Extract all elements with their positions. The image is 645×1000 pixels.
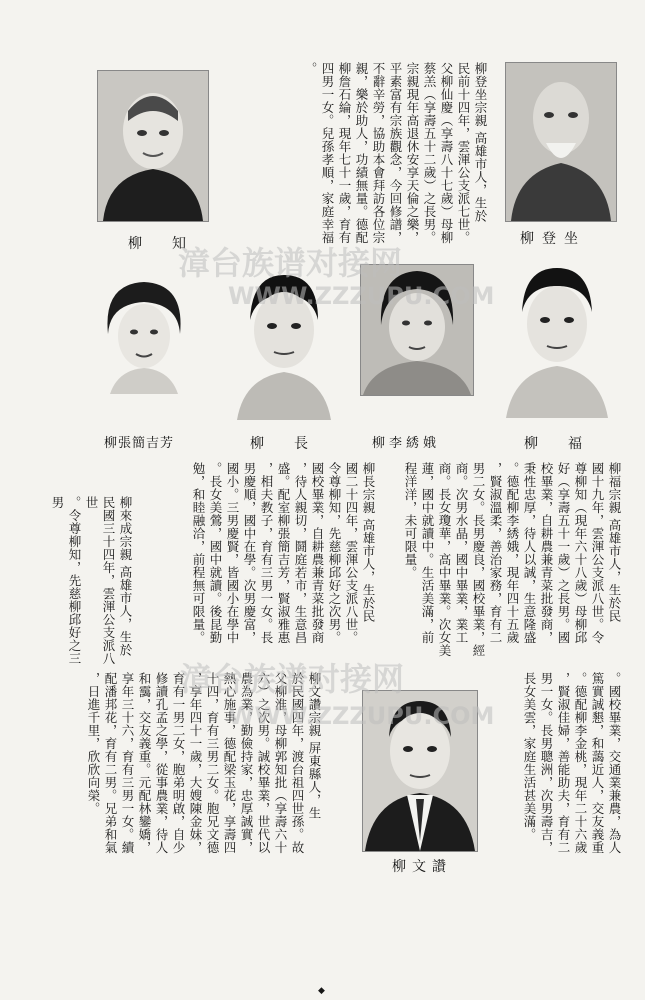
bio-line: 。德配柳李金桃，現年二十六歲 — [573, 672, 588, 854]
bio-line: 國校畢業，自耕農兼青菜批發商 — [310, 462, 325, 644]
bio-line: 男二女。長男慶良，國校畢業，經 — [471, 462, 486, 657]
portrait-liu-fu-image — [502, 262, 612, 418]
bio-line: ，日進千里，欣欣向榮。 — [86, 672, 101, 815]
bio-line: 農為業，勤儉持家，忠厚誠實， — [239, 672, 254, 854]
bio-liu-zhang — [190, 462, 377, 662]
bio-line: 享年三十六，育有三男一女。續 — [120, 672, 135, 854]
bio-line: 國二十四年，雲渾公支派八世。 — [344, 462, 359, 644]
portrait-liu-dengzuo-image — [506, 63, 616, 221]
bio-line: 蓮，國中就讀中。生活美滿，前 — [420, 462, 435, 644]
bio-liu-dengzuo — [302, 62, 489, 252]
portrait-liu-dengzuo — [505, 62, 617, 222]
bio-line: 配潘邦花，育有二男。兄弟和氣 — [103, 672, 118, 854]
portrait-liu-zhi — [97, 70, 209, 222]
caption-liu-wenzan: 柳文讚 — [392, 859, 452, 875]
bio-line: 國小。三男慶賢，皆國小在學中 — [225, 462, 240, 644]
bio-line: ，待人親切，鬪庭若市，生意昌 — [293, 462, 308, 644]
bio-line: 平素富有宗族觀念，今回修譜， — [388, 62, 403, 244]
bio-line: 蔡羔（享壽五十二歲）之長男。 — [422, 62, 437, 244]
caption-liu-dengzuo: 柳登坐 — [520, 231, 586, 247]
bio-line: 秉性忠厚，待人以誠，生意隆盛 — [522, 462, 537, 644]
bio-liu-laicheng-continued — [521, 672, 623, 872]
caption-liu-lixiue: 柳李綉娥 — [372, 436, 441, 451]
bio-line: 柳來成宗親 高雄市人，生於 — [118, 496, 133, 657]
bio-line: 六）之次男。誠校畢業，世代以 — [256, 672, 271, 854]
bio-line: 勉，和睦融洽，前程無可限量。 — [191, 462, 206, 644]
bio-line: 好（享壽五十一歲）之長男。國 — [556, 462, 571, 644]
bio-line: 十四，育有三男二女。胞兄文德 — [205, 672, 220, 854]
bio-line: 柳福宗親 高雄市人，生於民 — [607, 462, 622, 623]
bio-line: 於民國四年，渡台祖四世孫。故 — [290, 672, 305, 854]
bio-line: 商。長女瓊華，高中畢業。次女美 — [437, 462, 452, 657]
bio-liu-laicheng — [49, 496, 134, 676]
bio-line: 修讀孔孟之學，從事農業，待人 — [154, 672, 169, 854]
bio-line: 民前十四年，雲渾公支派七世。 — [456, 62, 471, 244]
bio-line: 四男一女。兒孫孝順，家庭幸福 — [320, 62, 335, 244]
portrait-liu-zhangjianjifang-image — [98, 274, 190, 394]
bio-line: 。 — [303, 62, 318, 75]
bio-line: ，賢淑佳婦，善能助夫，育有二 — [556, 672, 571, 854]
bio-line: 商。次男水晶，國中畢業，業工 — [454, 462, 469, 644]
bio-line: 男慶順，國中在學。次男慶富， — [242, 462, 257, 644]
bio-line: 。國校畢業，交通業兼農，為人 — [607, 672, 622, 854]
bio-line: 。長女美鶯，國中就讀。後昆勤 — [208, 462, 223, 644]
bio-line: 熱心施事，德配梁玉花，享壽四 — [222, 672, 237, 854]
bio-line: 不辭辛勞，協助本會拜訪各位宗 — [371, 62, 386, 244]
bio-line: 育有一男二女，胞弟明啟，自少 — [171, 672, 186, 854]
caption-liu-zhang: 柳 長 — [250, 436, 316, 452]
bio-line: 柳文讚宗親 屏東縣人，生 — [307, 672, 322, 820]
watermark-url: WWW.ZZZUPU.COM — [228, 282, 495, 310]
bio-line: 盛。配室柳張簡吉芳，賢淑雅惠 — [276, 462, 291, 644]
bio-line: 父柳淮，母柳郭知批（享壽六十 — [273, 672, 288, 854]
watermark-url-2: WWW.ZZZUPU.COM — [228, 702, 495, 730]
bio-line: 程洋洋，未可限量。 — [403, 462, 418, 579]
bio-line: 民國三十四年，雲渾公支派八世 — [84, 496, 116, 665]
watermark-title: 漳台族谱对接网 — [178, 244, 403, 282]
bio-line: 親，樂於助人，功績無量。德配 — [354, 62, 369, 244]
bio-line: 柳長宗親 高雄市人，生於民 — [361, 462, 376, 623]
portrait-liu-zhangjianjifang — [98, 274, 190, 394]
bio-line: 篤實誠懇，和藹近人，交友義重 — [590, 672, 605, 854]
caption-liu-zhangjianjifang: 柳張簡吉芳 — [104, 436, 175, 451]
portrait-liu-zhi-image — [98, 71, 208, 221]
bio-line: 。德配柳李綉娥，現年四十五歲 — [505, 462, 520, 644]
bio-line: 長女美雲，家庭生活甚美滿。 — [522, 672, 537, 841]
bio-line: ，賢淑溫柔，善治家務，育有二 — [488, 462, 503, 644]
bio-line: 柳詹石綸，現年七十一歲，育有 — [337, 62, 352, 244]
portrait-liu-fu — [502, 262, 612, 418]
bio-line: 尊柳知（現年六十八歲）母柳邱 — [573, 462, 588, 644]
bio-line: 和靄，交友義重。元配林鑾嬌， — [137, 672, 152, 854]
bio-line: ，相夫教子，育有三男一女。長 — [259, 462, 274, 644]
bio-line: 父柳仙慶（享壽八十七歲）母柳 — [439, 62, 454, 244]
bio-line: ，享年四十一歲，大嫂陳金妹， — [188, 672, 203, 854]
bio-line: 國十九年，雲渾公支派八世。令 — [590, 462, 605, 644]
page-mark: ◆ — [318, 986, 325, 996]
caption-liu-fu: 柳 福 — [524, 436, 590, 452]
bio-line: 宗親現年高退休安享天倫之樂， — [405, 62, 420, 244]
bio-line: 柳登坐宗親 高雄市人，生於 — [473, 62, 488, 223]
bio-line: 令尊柳知，先慈柳邱好之次男。 — [327, 462, 342, 644]
bio-liu-fu — [402, 462, 623, 662]
bio-line: 校畢業，自耕農兼青菜批發商， — [539, 462, 554, 644]
bio-line: 男一女。長男聰洲，次男壽吉， — [539, 672, 554, 854]
watermark-title-2: 漳台族谱对接网 — [180, 660, 405, 698]
bio-line: 。令尊柳知，先慈柳邱好之三男 — [50, 496, 82, 665]
caption-liu-zhi: 柳 知 — [128, 236, 194, 252]
